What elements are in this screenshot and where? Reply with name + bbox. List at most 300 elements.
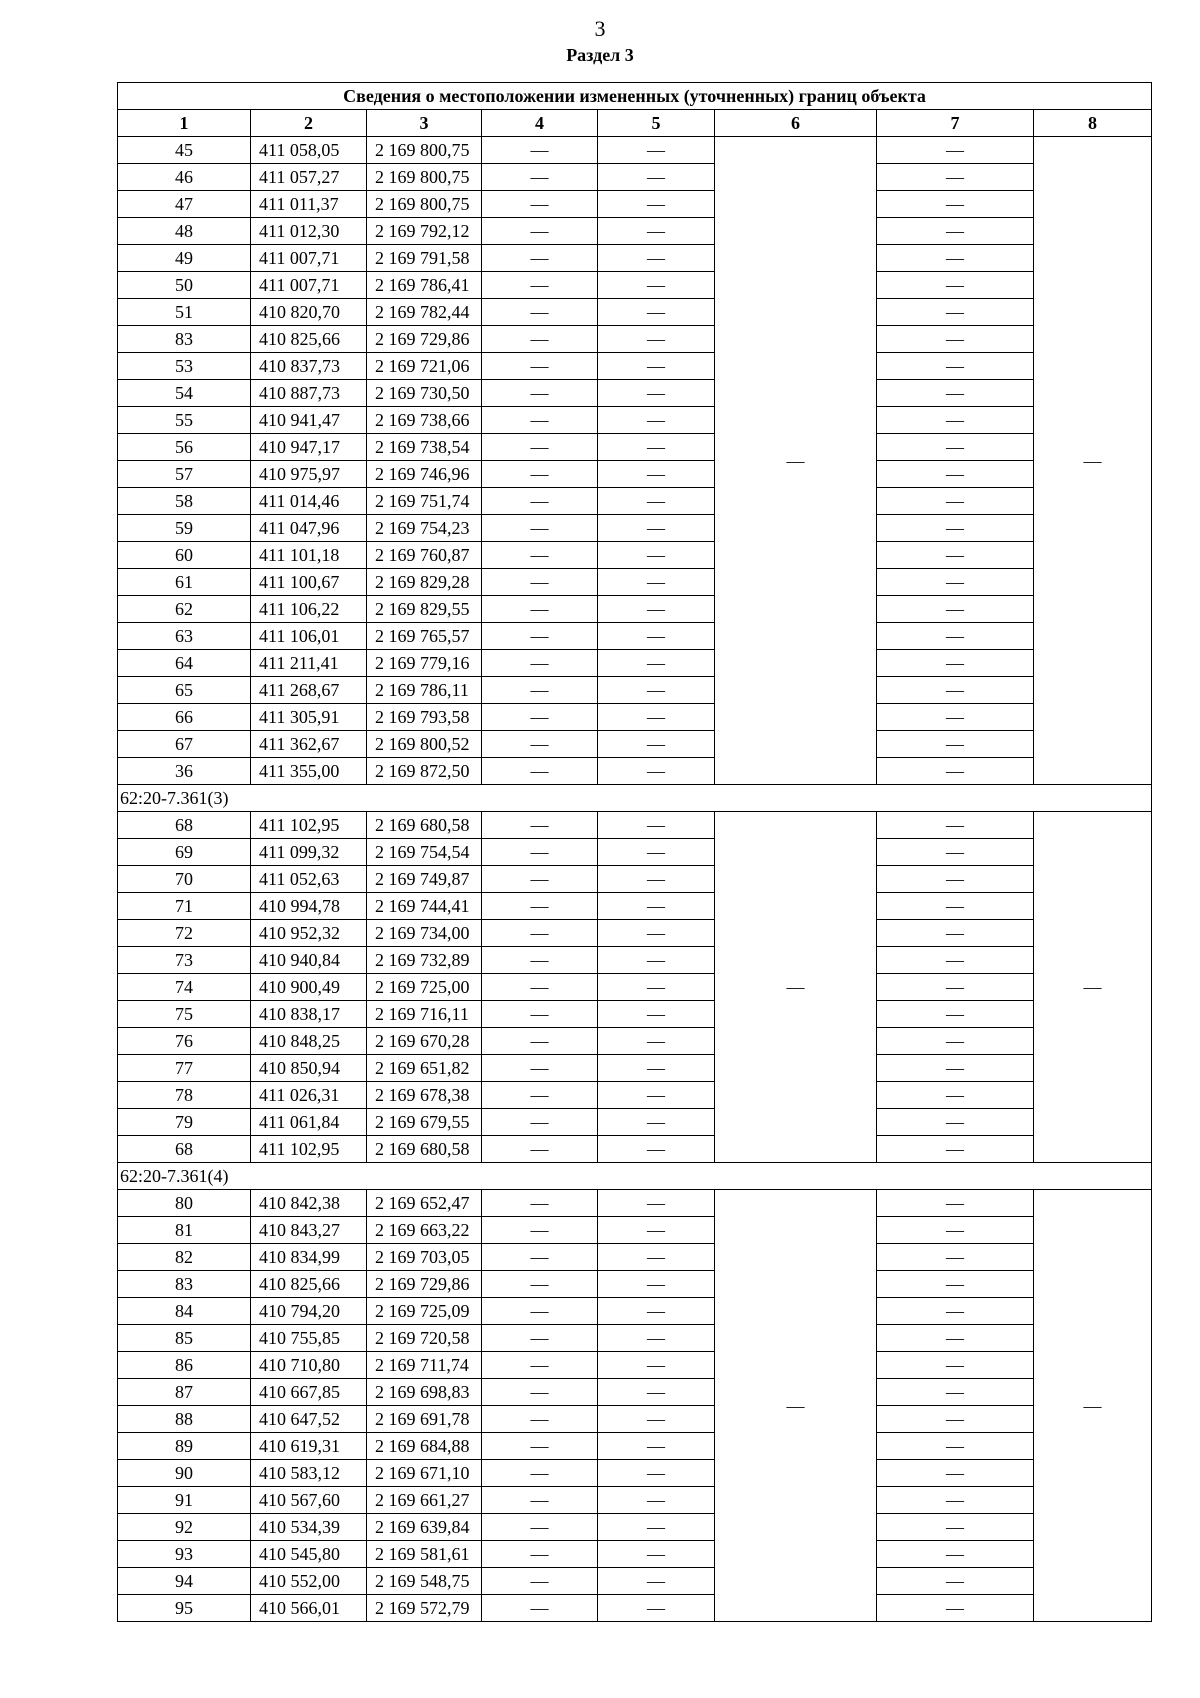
dash-cell: —: [598, 488, 715, 515]
section-title: Раздел 3: [566, 45, 634, 65]
point-number: 85: [118, 1325, 251, 1352]
dash-cell: —: [482, 137, 598, 164]
point-number: 49: [118, 245, 251, 272]
table-row: [118, 1568, 1152, 1595]
x-coordinate: 410 848,25: [251, 1028, 367, 1055]
dash-cell: —: [877, 353, 1034, 380]
dash-cell: —: [877, 515, 1034, 542]
table-row: [118, 1001, 1152, 1028]
point-number: 86: [118, 1352, 251, 1379]
point-number: 68: [118, 812, 251, 839]
column-number: 4: [482, 110, 598, 137]
table-title-row: [118, 83, 1152, 110]
dash-cell: —: [598, 920, 715, 947]
point-number: 92: [118, 1514, 251, 1541]
x-coordinate: 410 825,66: [251, 326, 367, 353]
dash-cell: —: [877, 1433, 1034, 1460]
y-coordinate: 2 169 754,23: [367, 515, 482, 542]
point-number: 91: [118, 1487, 251, 1514]
table-row: [118, 1217, 1152, 1244]
x-coordinate: 410 947,17: [251, 434, 367, 461]
merged-dash-cell: —: [715, 1190, 877, 1622]
dash-cell: —: [482, 461, 598, 488]
point-number: 67: [118, 731, 251, 758]
dash-cell: —: [877, 1082, 1034, 1109]
dash-cell: —: [877, 218, 1034, 245]
dash-cell: —: [598, 1028, 715, 1055]
dash-cell: —: [598, 1352, 715, 1379]
y-coordinate: 2 169 698,83: [367, 1379, 482, 1406]
merged-dash-cell: —: [715, 137, 877, 785]
dash-cell: —: [598, 1379, 715, 1406]
x-coordinate: 410 842,38: [251, 1190, 367, 1217]
table-row: [118, 1325, 1152, 1352]
dash-cell: —: [877, 677, 1034, 704]
page-number: 3: [594, 16, 606, 41]
point-number: 63: [118, 623, 251, 650]
dash-cell: —: [482, 1271, 598, 1298]
x-coordinate: 411 305,91: [251, 704, 367, 731]
dash-cell: —: [877, 1244, 1034, 1271]
dash-cell: —: [877, 1271, 1034, 1298]
x-coordinate: 411 007,71: [251, 245, 367, 272]
point-number: 74: [118, 974, 251, 1001]
dash-cell: —: [598, 1568, 715, 1595]
point-number: 79: [118, 1109, 251, 1136]
table-row: [118, 407, 1152, 434]
dash-cell: —: [877, 1190, 1034, 1217]
dash-cell: —: [877, 1298, 1034, 1325]
y-coordinate: 2 169 729,86: [367, 326, 482, 353]
y-coordinate: 2 169 738,54: [367, 434, 482, 461]
point-number: 59: [118, 515, 251, 542]
dash-cell: —: [877, 974, 1034, 1001]
dash-cell: —: [877, 1487, 1034, 1514]
table-title: Сведения о местоположении измененных (уточненных) границ объекта: [118, 83, 1152, 110]
point-number: 64: [118, 650, 251, 677]
dash-cell: —: [482, 380, 598, 407]
x-coordinate: 410 755,85: [251, 1325, 367, 1352]
dash-cell: —: [482, 164, 598, 191]
dash-cell: —: [877, 920, 1034, 947]
dash-cell: —: [877, 164, 1034, 191]
point-number: 47: [118, 191, 251, 218]
table-row: [118, 353, 1152, 380]
y-coordinate: 2 169 663,22: [367, 1217, 482, 1244]
dash-cell: —: [482, 1406, 598, 1433]
point-number: 73: [118, 947, 251, 974]
dash-cell: —: [877, 1514, 1034, 1541]
table-row: [118, 1433, 1152, 1460]
x-coordinate: 410 619,31: [251, 1433, 367, 1460]
column-number: 2: [251, 110, 367, 137]
y-coordinate: 2 169 711,74: [367, 1352, 482, 1379]
point-number: 75: [118, 1001, 251, 1028]
x-coordinate: 411 014,46: [251, 488, 367, 515]
dash-cell: —: [877, 1568, 1034, 1595]
y-coordinate: 2 169 581,61: [367, 1541, 482, 1568]
dash-cell: —: [598, 704, 715, 731]
x-coordinate: 411 100,67: [251, 569, 367, 596]
dash-cell: —: [877, 839, 1034, 866]
dash-cell: —: [598, 569, 715, 596]
dash-cell: —: [877, 1406, 1034, 1433]
point-number: 66: [118, 704, 251, 731]
x-coordinate: 411 355,00: [251, 758, 367, 785]
x-coordinate: 410 534,39: [251, 1514, 367, 1541]
dash-cell: —: [598, 137, 715, 164]
point-number: 80: [118, 1190, 251, 1217]
dash-cell: —: [598, 731, 715, 758]
x-coordinate: 410 566,01: [251, 1595, 367, 1622]
dash-cell: —: [482, 650, 598, 677]
dash-cell: —: [482, 1190, 598, 1217]
dash-cell: —: [877, 380, 1034, 407]
dash-cell: —: [598, 353, 715, 380]
point-number: 81: [118, 1217, 251, 1244]
x-coordinate: 411 211,41: [251, 650, 367, 677]
point-number: 89: [118, 1433, 251, 1460]
x-coordinate: 410 940,84: [251, 947, 367, 974]
table-row: [118, 1514, 1152, 1541]
table-row: [118, 1352, 1152, 1379]
dash-cell: —: [598, 1244, 715, 1271]
merged-dash-cell: —: [1034, 137, 1152, 785]
dash-cell: —: [598, 542, 715, 569]
dash-cell: —: [482, 704, 598, 731]
dash-cell: —: [598, 839, 715, 866]
y-coordinate: 2 169 800,75: [367, 137, 482, 164]
coordinates-table: [117, 82, 1152, 1622]
x-coordinate: 411 362,67: [251, 731, 367, 758]
dash-cell: —: [877, 623, 1034, 650]
point-number: 56: [118, 434, 251, 461]
column-number: 3: [367, 110, 482, 137]
x-coordinate: 410 552,00: [251, 1568, 367, 1595]
dash-cell: —: [598, 326, 715, 353]
x-coordinate: 410 975,97: [251, 461, 367, 488]
dash-cell: —: [482, 218, 598, 245]
table-row: [118, 164, 1152, 191]
x-coordinate: 410 710,80: [251, 1352, 367, 1379]
y-coordinate: 2 169 725,09: [367, 1298, 482, 1325]
dash-cell: —: [877, 299, 1034, 326]
group-label: 62:20-7.361(4): [118, 1163, 1152, 1190]
dash-cell: —: [482, 893, 598, 920]
x-coordinate: 410 567,60: [251, 1487, 367, 1514]
y-coordinate: 2 169 639,84: [367, 1514, 482, 1541]
x-coordinate: 411 102,95: [251, 1136, 367, 1163]
point-number: 90: [118, 1460, 251, 1487]
point-number: 65: [118, 677, 251, 704]
y-coordinate: 2 169 678,38: [367, 1082, 482, 1109]
table-row: [118, 137, 1152, 164]
dash-cell: —: [482, 191, 598, 218]
table-row: [118, 812, 1152, 839]
dash-cell: —: [598, 1433, 715, 1460]
y-coordinate: 2 169 680,58: [367, 812, 482, 839]
point-number: 71: [118, 893, 251, 920]
y-coordinate: 2 169 691,78: [367, 1406, 482, 1433]
table-row: [118, 596, 1152, 623]
x-coordinate: 411 106,01: [251, 623, 367, 650]
x-coordinate: 411 011,37: [251, 191, 367, 218]
x-coordinate: 410 837,73: [251, 353, 367, 380]
x-coordinate: 411 106,22: [251, 596, 367, 623]
y-coordinate: 2 169 684,88: [367, 1433, 482, 1460]
table-row: [118, 704, 1152, 731]
table-row: [118, 1460, 1152, 1487]
table-row: [118, 380, 1152, 407]
y-coordinate: 2 169 829,28: [367, 569, 482, 596]
dash-cell: —: [877, 434, 1034, 461]
dash-cell: —: [482, 1379, 598, 1406]
dash-cell: —: [598, 515, 715, 542]
dash-cell: —: [482, 677, 598, 704]
table-row: [118, 488, 1152, 515]
dash-cell: —: [877, 893, 1034, 920]
table-row: [118, 650, 1152, 677]
point-number: 58: [118, 488, 251, 515]
dash-cell: —: [482, 866, 598, 893]
table-row: [118, 326, 1152, 353]
dash-cell: —: [482, 1595, 598, 1622]
point-number: 60: [118, 542, 251, 569]
point-number: 51: [118, 299, 251, 326]
x-coordinate: 411 061,84: [251, 1109, 367, 1136]
dash-cell: —: [877, 758, 1034, 785]
dash-cell: —: [598, 1595, 715, 1622]
dash-cell: —: [482, 1244, 598, 1271]
table-row: [118, 245, 1152, 272]
point-number: 94: [118, 1568, 251, 1595]
table-row: [118, 218, 1152, 245]
dash-cell: —: [482, 1568, 598, 1595]
point-number: 93: [118, 1541, 251, 1568]
dash-cell: —: [877, 1217, 1034, 1244]
y-coordinate: 2 169 800,75: [367, 164, 482, 191]
point-number: 69: [118, 839, 251, 866]
y-coordinate: 2 169 716,11: [367, 1001, 482, 1028]
table-row: [118, 1028, 1152, 1055]
dash-cell: —: [482, 1001, 598, 1028]
y-coordinate: 2 169 652,47: [367, 1190, 482, 1217]
dash-cell: —: [598, 1001, 715, 1028]
dash-cell: —: [482, 1514, 598, 1541]
point-number: 68: [118, 1136, 251, 1163]
y-coordinate: 2 169 749,87: [367, 866, 482, 893]
y-coordinate: 2 169 872,50: [367, 758, 482, 785]
dash-cell: —: [877, 1028, 1034, 1055]
dash-cell: —: [482, 947, 598, 974]
dash-cell: —: [598, 380, 715, 407]
y-coordinate: 2 169 800,52: [367, 731, 482, 758]
table-row: [118, 515, 1152, 542]
table-row: [118, 569, 1152, 596]
x-coordinate: 411 268,67: [251, 677, 367, 704]
y-coordinate: 2 169 779,16: [367, 650, 482, 677]
dash-cell: —: [877, 731, 1034, 758]
point-number: 76: [118, 1028, 251, 1055]
dash-cell: —: [598, 650, 715, 677]
point-number: 83: [118, 326, 251, 353]
table-row: [118, 1136, 1152, 1163]
column-number-row: [118, 110, 1152, 137]
table-row: [118, 1190, 1152, 1217]
table-row: [118, 893, 1152, 920]
dash-cell: —: [877, 542, 1034, 569]
dash-cell: —: [482, 1298, 598, 1325]
dash-cell: —: [877, 1325, 1034, 1352]
table-row: [118, 1595, 1152, 1622]
column-number: 7: [877, 110, 1034, 137]
dash-cell: —: [482, 299, 598, 326]
dash-cell: —: [598, 893, 715, 920]
table-row: [118, 947, 1152, 974]
dash-cell: —: [482, 839, 598, 866]
table-row: [118, 677, 1152, 704]
table-row: [118, 299, 1152, 326]
dash-cell: —: [598, 407, 715, 434]
dash-cell: —: [598, 1109, 715, 1136]
x-coordinate: 410 583,12: [251, 1460, 367, 1487]
dash-cell: —: [482, 542, 598, 569]
x-coordinate: 410 900,49: [251, 974, 367, 1001]
y-coordinate: 2 169 800,75: [367, 191, 482, 218]
point-number: 46: [118, 164, 251, 191]
y-coordinate: 2 169 734,00: [367, 920, 482, 947]
point-number: 77: [118, 1055, 251, 1082]
dash-cell: —: [598, 164, 715, 191]
dash-cell: —: [598, 677, 715, 704]
x-coordinate: 410 667,85: [251, 1379, 367, 1406]
y-coordinate: 2 169 651,82: [367, 1055, 482, 1082]
x-coordinate: 411 052,63: [251, 866, 367, 893]
table-row: [118, 974, 1152, 1001]
merged-dash-cell: —: [1034, 1190, 1152, 1622]
x-coordinate: 411 102,95: [251, 812, 367, 839]
column-number: 1: [118, 110, 251, 137]
dash-cell: —: [482, 1325, 598, 1352]
table-row: [118, 461, 1152, 488]
y-coordinate: 2 169 732,89: [367, 947, 482, 974]
point-number: 70: [118, 866, 251, 893]
dash-cell: —: [482, 731, 598, 758]
table-row: [118, 1379, 1152, 1406]
dash-cell: —: [877, 272, 1034, 299]
dash-cell: —: [877, 137, 1034, 164]
table-row: [118, 191, 1152, 218]
merged-dash-cell: —: [715, 812, 877, 1163]
table-row: [118, 1244, 1152, 1271]
x-coordinate: 410 843,27: [251, 1217, 367, 1244]
point-number: 87: [118, 1379, 251, 1406]
dash-cell: —: [482, 407, 598, 434]
x-coordinate: 410 825,66: [251, 1271, 367, 1298]
y-coordinate: 2 169 661,27: [367, 1487, 482, 1514]
x-coordinate: 410 850,94: [251, 1055, 367, 1082]
y-coordinate: 2 169 730,50: [367, 380, 482, 407]
table-row: [118, 839, 1152, 866]
table-row: [118, 1082, 1152, 1109]
table-row: [118, 542, 1152, 569]
dash-cell: —: [482, 488, 598, 515]
dash-cell: —: [482, 272, 598, 299]
table-body: [118, 83, 1152, 1622]
point-number: 55: [118, 407, 251, 434]
y-coordinate: 2 169 793,58: [367, 704, 482, 731]
x-coordinate: 410 834,99: [251, 1244, 367, 1271]
x-coordinate: 411 047,96: [251, 515, 367, 542]
y-coordinate: 2 169 721,06: [367, 353, 482, 380]
dash-cell: —: [482, 1460, 598, 1487]
x-coordinate: 411 058,05: [251, 137, 367, 164]
dash-cell: —: [598, 1271, 715, 1298]
x-coordinate: 411 007,71: [251, 272, 367, 299]
dash-cell: —: [482, 596, 598, 623]
dash-cell: —: [482, 758, 598, 785]
y-coordinate: 2 169 738,66: [367, 407, 482, 434]
dash-cell: —: [482, 434, 598, 461]
x-coordinate: 410 545,80: [251, 1541, 367, 1568]
dash-cell: —: [598, 1190, 715, 1217]
point-number: 78: [118, 1082, 251, 1109]
table-row: [118, 731, 1152, 758]
y-coordinate: 2 169 703,05: [367, 1244, 482, 1271]
dash-cell: —: [482, 812, 598, 839]
y-coordinate: 2 169 744,41: [367, 893, 482, 920]
point-number: 50: [118, 272, 251, 299]
dash-cell: —: [482, 1055, 598, 1082]
dash-cell: —: [598, 1541, 715, 1568]
dash-cell: —: [877, 488, 1034, 515]
dash-cell: —: [482, 245, 598, 272]
y-coordinate: 2 169 786,11: [367, 677, 482, 704]
y-coordinate: 2 169 679,55: [367, 1109, 482, 1136]
dash-cell: —: [877, 1460, 1034, 1487]
y-coordinate: 2 169 786,41: [367, 272, 482, 299]
dash-cell: —: [482, 623, 598, 650]
dash-cell: —: [877, 461, 1034, 488]
dash-cell: —: [877, 947, 1034, 974]
column-number: 8: [1034, 110, 1152, 137]
y-coordinate: 2 169 680,58: [367, 1136, 482, 1163]
point-number: 53: [118, 353, 251, 380]
y-coordinate: 2 169 782,44: [367, 299, 482, 326]
y-coordinate: 2 169 720,58: [367, 1325, 482, 1352]
x-coordinate: 410 647,52: [251, 1406, 367, 1433]
dash-cell: —: [482, 1433, 598, 1460]
x-coordinate: 411 057,27: [251, 164, 367, 191]
dash-cell: —: [877, 1109, 1034, 1136]
dash-cell: —: [482, 1028, 598, 1055]
dash-cell: —: [598, 272, 715, 299]
point-number: 62: [118, 596, 251, 623]
dash-cell: —: [598, 1136, 715, 1163]
dash-cell: —: [598, 461, 715, 488]
y-coordinate: 2 169 670,28: [367, 1028, 482, 1055]
dash-cell: —: [482, 1082, 598, 1109]
table-row: [118, 1271, 1152, 1298]
dash-cell: —: [877, 1001, 1034, 1028]
dash-cell: —: [877, 1055, 1034, 1082]
dash-cell: —: [598, 1298, 715, 1325]
y-coordinate: 2 169 829,55: [367, 596, 482, 623]
table-row: [118, 272, 1152, 299]
point-number: 72: [118, 920, 251, 947]
dash-cell: —: [598, 434, 715, 461]
dash-cell: —: [482, 920, 598, 947]
